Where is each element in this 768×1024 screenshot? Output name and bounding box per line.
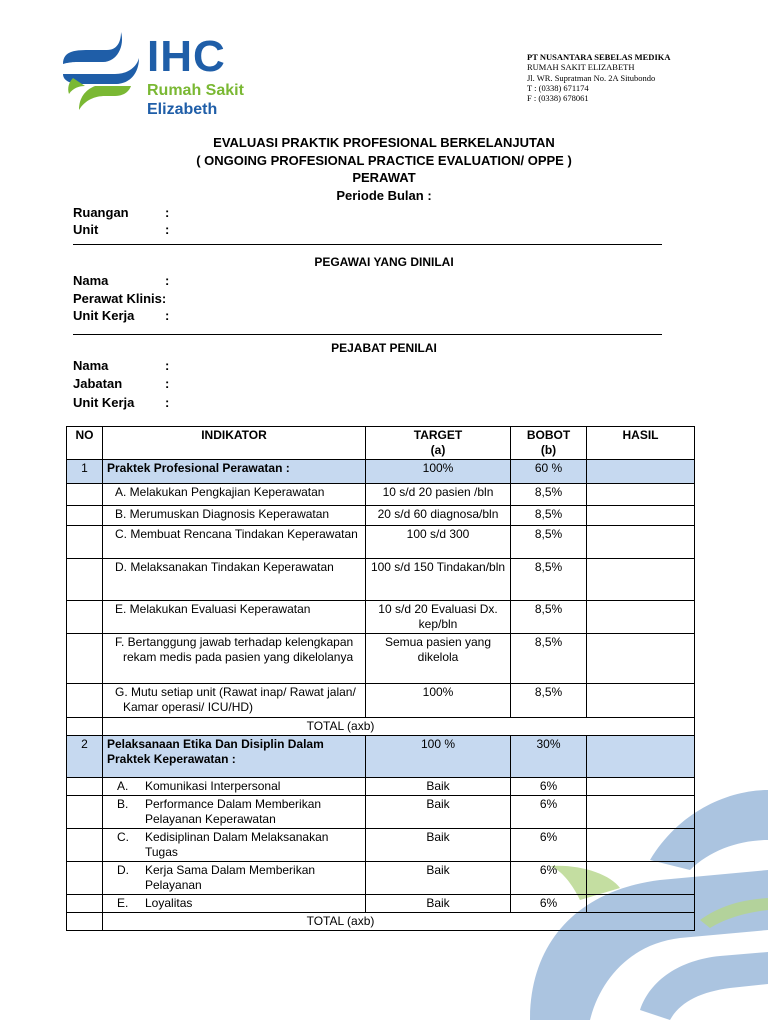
cell-hasil[interactable] xyxy=(587,796,695,829)
cell-no: 1 xyxy=(67,460,103,484)
cell-indikator xyxy=(103,778,366,796)
cell-indikator xyxy=(103,862,366,895)
item-letter: B. xyxy=(117,797,129,811)
section-pegawai-title: PEGAWAI YANG DINILAI xyxy=(314,255,454,269)
cell-hasil[interactable] xyxy=(587,601,695,634)
cell-total: TOTAL (axb) xyxy=(103,913,695,931)
header-target-label: TARGET xyxy=(413,428,463,442)
header-hasil: HASIL xyxy=(587,427,695,460)
cell-hasil[interactable] xyxy=(587,484,695,506)
label-perawat-klinis: Perawat Klinis: xyxy=(73,291,167,306)
cell-bobot: 30% xyxy=(511,736,587,778)
total-row xyxy=(67,913,695,931)
cell-target: Baik xyxy=(366,778,511,796)
cell-hasil[interactable] xyxy=(587,895,695,913)
cell-target: 10 s/d 20 pasien /bln xyxy=(366,484,511,506)
title-line3: PERAWAT xyxy=(352,170,416,185)
item-text: Komunikasi Interpersonal xyxy=(145,779,281,793)
item-letter: C. xyxy=(117,830,129,844)
colon: : xyxy=(165,376,170,391)
cell-hasil[interactable] xyxy=(587,736,695,778)
section-row xyxy=(67,460,695,484)
cell-section-title: Pelaksanaan Etika Dan Disiplin Dalam Praktek Keperawatan : xyxy=(103,736,366,778)
cell-target: Semua pasien yang dikelola xyxy=(366,634,511,684)
table-header-row xyxy=(67,427,695,460)
header-indikator: INDIKATOR xyxy=(103,427,366,460)
cell-section-title: Praktek Profesional Perawatan : xyxy=(103,460,366,484)
label-unit: Unit xyxy=(73,222,99,237)
evaluation-table xyxy=(66,426,695,931)
table-row xyxy=(67,484,695,506)
label-jabatan: Jabatan xyxy=(73,376,123,391)
item-text: Loyalitas xyxy=(145,896,193,910)
cell-bobot: 8,5% xyxy=(511,634,587,684)
cell-indikator: C. Membuat Rencana Tindakan Keperawatan xyxy=(103,526,366,559)
table-row xyxy=(67,526,695,559)
cell-hasil[interactable] xyxy=(587,778,695,796)
item-letter: D. xyxy=(117,863,129,877)
cell-bobot: 8,5% xyxy=(511,506,587,526)
header-bobot xyxy=(511,427,587,460)
cell-indikator xyxy=(103,796,366,829)
company-fax: F : (0338) 678061 xyxy=(527,93,589,104)
cell-indikator xyxy=(103,829,366,862)
header-bobot-label: BOBOT xyxy=(526,428,571,442)
cell-hasil[interactable] xyxy=(587,634,695,684)
ihc-logo-icon xyxy=(55,30,145,120)
cell-hasil[interactable] xyxy=(587,559,695,601)
cell-bobot: 6% xyxy=(511,862,587,895)
cell-target: 100 s/d 300 xyxy=(366,526,511,559)
cell-target: 100% xyxy=(366,460,511,484)
item-text: Kedisiplinan Dalam Melaksanakan Tugas xyxy=(145,830,329,859)
table-row xyxy=(67,684,695,718)
cell-indikator: G. Mutu setiap unit (Rawat inap/ Rawat jalan/ Kamar operasi/ ICU/HD) xyxy=(103,684,366,718)
cell-target: 20 s/d 60 diagnosa/bln xyxy=(366,506,511,526)
table-row xyxy=(67,506,695,526)
company-hospital: RUMAH SAKIT ELIZABETH xyxy=(527,62,635,73)
cell-indikator: D. Melaksanakan Tindakan Keperawatan xyxy=(103,559,366,601)
title-period: Periode Bulan : xyxy=(336,187,432,203)
cell-hasil[interactable] xyxy=(587,460,695,484)
company-address: Jl. WR. Supratman No. 2A Situbondo xyxy=(527,72,656,83)
cell-hasil[interactable] xyxy=(587,829,695,862)
header-no: NO xyxy=(67,427,103,460)
header-target xyxy=(366,427,511,460)
cell-target: Baik xyxy=(366,829,511,862)
cell-total: TOTAL (axb) xyxy=(103,718,695,736)
cell-target: 100 % xyxy=(366,736,511,778)
cell-no: 2 xyxy=(67,736,103,778)
cell-bobot: 8,5% xyxy=(511,526,587,559)
logo-line1: Rumah Sakit xyxy=(147,82,244,99)
cell-bobot: 8,5% xyxy=(511,484,587,506)
item-letter: A. xyxy=(117,779,129,793)
divider xyxy=(73,244,662,245)
company-info xyxy=(527,52,671,103)
label-unit-kerja: Unit Kerja xyxy=(73,395,135,410)
cell-bobot: 8,5% xyxy=(511,601,587,634)
title-line2: ( ONGOING PROFESIONAL PRACTICE EVALUATION/ OPPE ) xyxy=(196,152,572,168)
label-ruangan: Ruangan xyxy=(73,205,129,220)
cell-target: 100 s/d 150 Tindakan/bln xyxy=(366,559,511,601)
company-phone: T : (0338) 671174 xyxy=(527,82,589,93)
cell-target: Baik xyxy=(366,796,511,829)
section-pejabat-title: PEJABAT PENILAI xyxy=(331,341,437,355)
item-letter: E. xyxy=(117,896,129,910)
cell-indikator: B. Merumuskan Diagnosis Keperawatan xyxy=(103,506,366,526)
header-target-sub: (a) xyxy=(430,443,446,457)
divider xyxy=(73,334,662,335)
cell-bobot: 6% xyxy=(511,895,587,913)
label-unit-kerja: Unit Kerja xyxy=(73,308,135,323)
table-row xyxy=(67,796,695,829)
item-text: Kerja Sama Dalam Memberikan Pelayanan xyxy=(145,863,316,892)
document-title xyxy=(0,134,768,204)
table-row xyxy=(67,829,695,862)
hospital-logo xyxy=(55,30,245,120)
table-row xyxy=(67,895,695,913)
item-text: Performance Dalam Memberikan Pelayanan Keperawatan xyxy=(145,797,322,826)
table-row xyxy=(67,862,695,895)
cell-indikator: F. Bertanggung jawab terhadap kelengkapan rekam medis pada pasien yang dikelolanya xyxy=(103,634,366,684)
cell-bobot: 60 % xyxy=(511,460,587,484)
colon: : xyxy=(165,273,170,288)
cell-bobot: 6% xyxy=(511,796,587,829)
cell-hasil[interactable] xyxy=(587,526,695,559)
table-row xyxy=(67,634,695,684)
title-line1: EVALUASI PRAKTIK PROFESIONAL BERKELANJUTAN xyxy=(213,135,555,150)
label-nama: Nama xyxy=(73,273,109,288)
table-row xyxy=(67,778,695,796)
colon: : xyxy=(165,395,170,410)
cell-bobot: 8,5% xyxy=(511,559,587,601)
cell-target: 10 s/d 20 Evaluasi Dx. kep/bln xyxy=(366,601,511,634)
total-row xyxy=(67,718,695,736)
cell-bobot: 6% xyxy=(511,829,587,862)
company-name: PT NUSANTARA SEBELAS MEDIKA xyxy=(527,52,671,62)
colon: : xyxy=(165,205,170,220)
header-bobot-sub: (b) xyxy=(540,443,557,457)
table-row xyxy=(67,559,695,601)
logo-brand: IHC xyxy=(147,32,226,81)
cell-bobot: 8,5% xyxy=(511,684,587,718)
cell-hasil[interactable] xyxy=(587,684,695,718)
cell-target: Baik xyxy=(366,862,511,895)
colon: : xyxy=(165,308,170,323)
cell-bobot: 6% xyxy=(511,778,587,796)
cell-indikator xyxy=(103,895,366,913)
cell-indikator: E. Melakukan Evaluasi Keperawatan xyxy=(103,601,366,634)
colon: : xyxy=(165,358,170,373)
section-row xyxy=(67,736,695,778)
colon: : xyxy=(165,222,170,237)
cell-hasil[interactable] xyxy=(587,862,695,895)
logo-line2: Elizabeth xyxy=(147,101,218,118)
cell-indikator: A. Melakukan Pengkajian Keperawatan xyxy=(103,484,366,506)
table-row xyxy=(67,601,695,634)
cell-target: Baik xyxy=(366,895,511,913)
cell-hasil[interactable] xyxy=(587,506,695,526)
cell-target: 100% xyxy=(366,684,511,718)
label-nama: Nama xyxy=(73,358,109,373)
